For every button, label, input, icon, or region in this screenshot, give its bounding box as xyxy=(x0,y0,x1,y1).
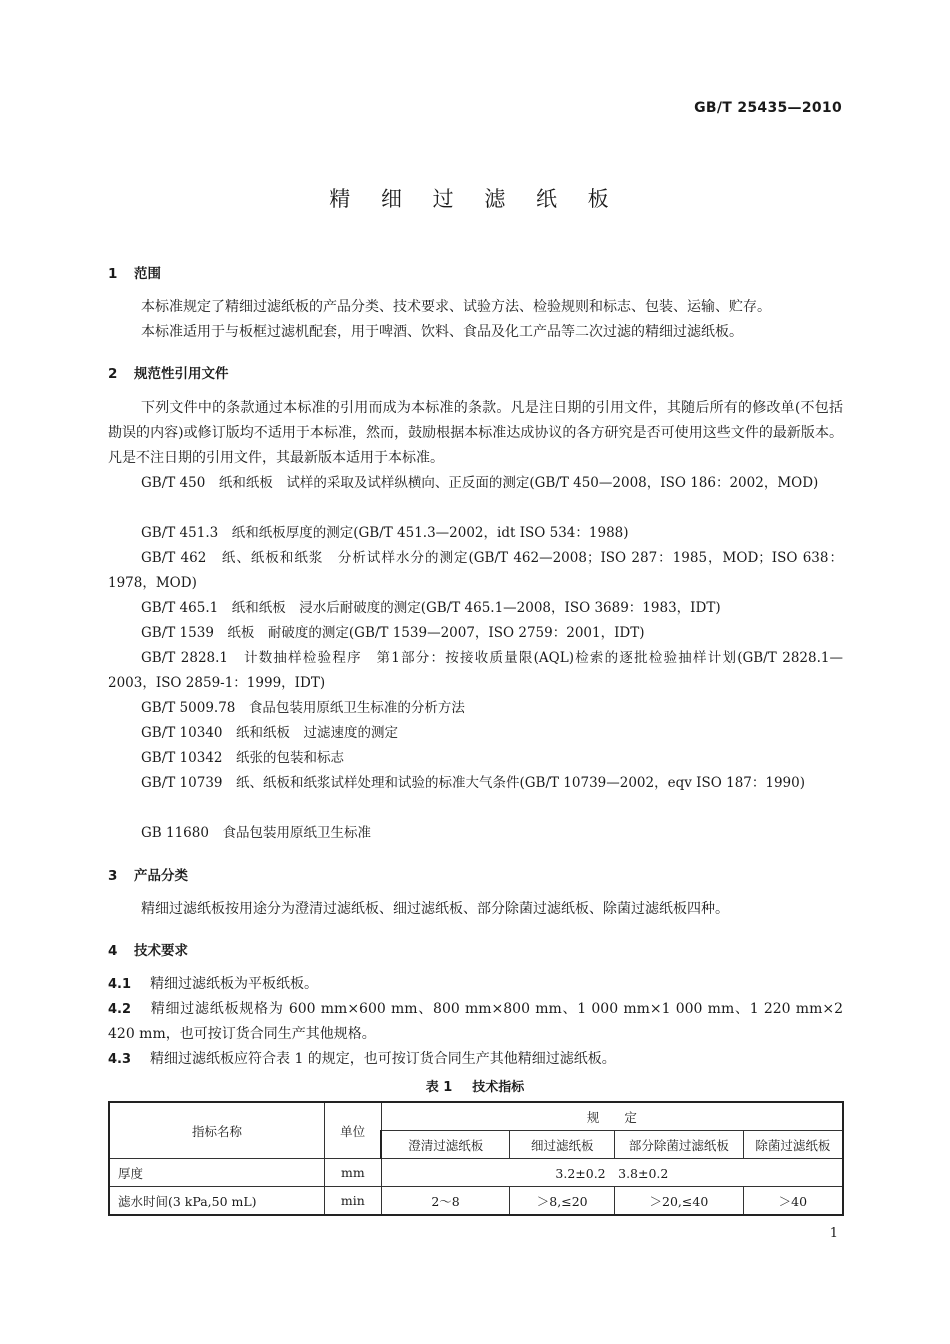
row-indicator-name: 滤水时间(3 kPa,50 mL) xyxy=(109,1187,324,1216)
document-title: 精 细 过 滤 纸 板 xyxy=(329,187,621,211)
row-merged-value: 3.2±0.2 3.8±0.2 xyxy=(381,1159,843,1187)
section-title: 产品分类 xyxy=(134,868,188,884)
row-value: ＞40 xyxy=(743,1187,843,1216)
section-heading-normative-references xyxy=(108,362,229,382)
section-number: 4 xyxy=(108,943,118,959)
section-title: 技术要求 xyxy=(134,943,188,959)
section-heading-classification xyxy=(108,864,188,884)
row-unit: mm xyxy=(324,1159,381,1187)
normative-intro-paragraph: 下列文件中的条款通过本标准的引用而成为本标准的条款。凡是注日期的引用文件，其随后所有的修改单(不包括勘误的内容)或修订版均不适用于本标准，然而，鼓励根据本标准达成协议的各方研究是否可使用这些文件的最新版本。凡是不注日期的引用文件，其最新版本适用于本标准。 xyxy=(108,400,843,466)
clause-number: 4.1 xyxy=(108,977,132,992)
header-specification: 规 定 xyxy=(381,1102,843,1131)
reference-item: GB/T 10739 纸、纸板和纸浆试样处理和试验的标准大气条件(GB/T 10739—2002，eqv ISO 187：1990) xyxy=(141,775,805,791)
section-heading-technical-requirements xyxy=(108,939,188,959)
reference-item: GB/T 5009.78 食品包装用原纸卫生标准的分析方法 xyxy=(141,700,465,716)
header-indicator-name: 指标名称 xyxy=(109,1102,324,1159)
clause-text: 精细过滤纸板为平板纸板。 xyxy=(150,976,318,992)
clause-4-3 xyxy=(108,1047,843,1072)
table-row xyxy=(109,1159,843,1187)
header-type: 澄清过滤纸板 xyxy=(381,1131,510,1159)
scope-paragraph-2: 本标准适用于与板框过滤机配套，用于啤酒、饮料、食品及化工产品等二次过滤的精细过滤纸板。 xyxy=(141,324,743,340)
technical-indicators-table xyxy=(108,1101,844,1216)
section-number: 3 xyxy=(108,868,118,884)
clause-4-1 xyxy=(108,972,843,997)
page-number: 1 xyxy=(829,1226,838,1241)
standard-code: GB/T 25435—2010 xyxy=(694,100,842,116)
row-unit: min xyxy=(324,1187,381,1216)
row-value: ＞8,≤20 xyxy=(510,1187,615,1216)
clause-text: 精细过滤纸板应符合表 1 的规定，也可按订货合同生产其他精细过滤纸板。 xyxy=(150,1051,616,1067)
clause-number: 4.3 xyxy=(108,1052,132,1067)
section-title: 范围 xyxy=(134,266,161,282)
clause-4-2 xyxy=(108,997,843,1047)
header-type: 细过滤纸板 xyxy=(510,1131,615,1159)
reference-item: GB 11680 食品包装用原纸卫生标准 xyxy=(141,825,371,841)
reference-item: GB/T 462 纸、纸板和纸浆 分析试样水分的测定(GB/T 462—2008；ISO 287：1985，MOD；ISO 638：1978，MOD) xyxy=(108,550,843,591)
section-heading-scope xyxy=(108,262,161,282)
section-number: 2 xyxy=(108,366,118,382)
table-header-row xyxy=(109,1102,843,1131)
section-title: 规范性引用文件 xyxy=(134,366,229,382)
row-indicator-name: 厚度 xyxy=(109,1159,324,1187)
row-value: ＞20,≤40 xyxy=(615,1187,744,1216)
table-caption-number: 表 1 xyxy=(425,1080,453,1095)
reference-item: GB/T 10342 纸张的包装和标志 xyxy=(141,750,344,766)
reference-item: GB/T 1539 纸板 耐破度的测定(GB/T 1539—2007，ISO 2759：2001，IDT) xyxy=(141,625,645,641)
row-value: 2～8 xyxy=(381,1187,510,1216)
table-row xyxy=(109,1187,843,1216)
header-type: 部分除菌过滤纸板 xyxy=(615,1131,744,1159)
reference-item: GB/T 450 纸和纸板 试样的采取及试样纵横向、正反面的测定(GB/T 450—2008，ISO 186：2002，MOD) xyxy=(141,475,819,491)
reference-item: GB/T 2828.1 计数抽样检验程序 第1部分：按接收质量限(AQL)检索的逐批检验抽样计划(GB/T 2828.1—2003，ISO 2859-1：1999，IDT) xyxy=(108,650,843,691)
scope-paragraph-1: 本标准规定了精细过滤纸板的产品分类、技术要求、试验方法、检验规则和标志、包装、运输、贮存。 xyxy=(141,299,771,315)
clause-number: 4.2 xyxy=(108,1002,132,1017)
classification-paragraph: 精细过滤纸板按用途分为澄清过滤纸板、细过滤纸板、部分除菌过滤纸板、除菌过滤纸板四种。 xyxy=(141,901,729,917)
table-caption-title: 技术指标 xyxy=(472,1080,525,1095)
clause-text: 精细过滤纸板规格为 600 mm×600 mm、800 mm×800 mm、1 000 mm×1 000 mm、1 220 mm×2 420 mm，也可按订货合同生产其他规格。 xyxy=(108,1001,843,1042)
header-unit: 单位 xyxy=(324,1102,381,1159)
reference-item: GB/T 465.1 纸和纸板 浸水后耐破度的测定(GB/T 465.1—2008，ISO 3689：1983，IDT) xyxy=(141,600,721,616)
reference-item: GB/T 451.3 纸和纸板厚度的测定(GB/T 451.3—2002，idt ISO 534：1988) xyxy=(141,525,629,541)
header-type: 除菌过滤纸板 xyxy=(743,1131,843,1159)
reference-item: GB/T 10340 纸和纸板 过滤速度的测定 xyxy=(141,725,398,741)
section-number: 1 xyxy=(108,266,118,282)
table-caption xyxy=(0,1076,950,1095)
